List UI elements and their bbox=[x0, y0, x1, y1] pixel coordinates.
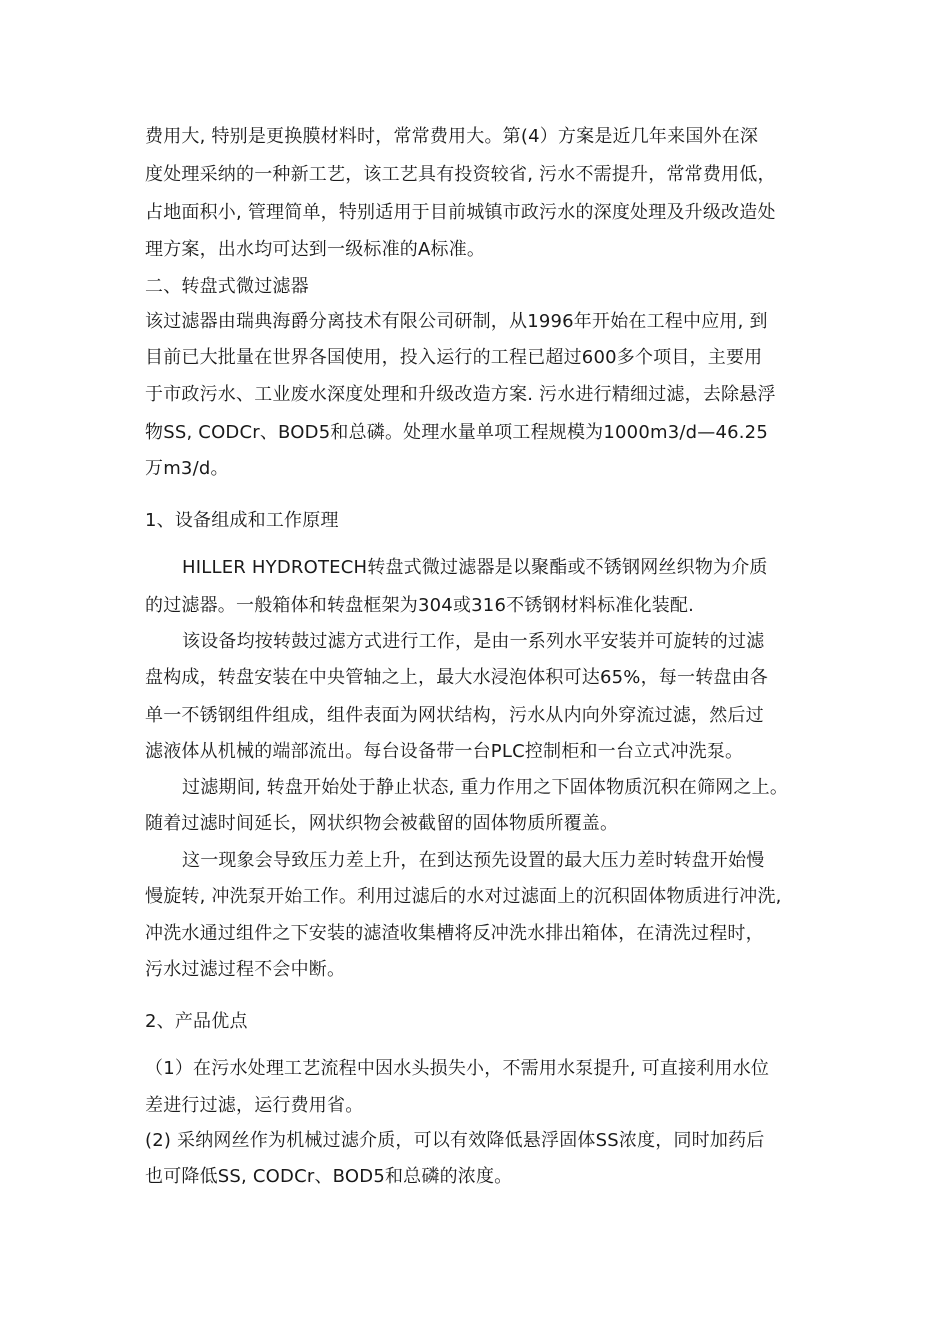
section2-line: 该过滤器由瑞典海爵分离技术有限公司研制，从1996年开始在工程中应用, 到 bbox=[145, 311, 768, 332]
paragraph-line: 该设备均按转鼓过滤方式进行工作，是由一系列水平安装并可旋转的过滤 bbox=[182, 631, 765, 652]
paragraph-line: 冲洗水通过组件之下安装的滤渣收集槽将反冲洗水排出箱体，在清洗过程时， bbox=[145, 923, 764, 944]
paragraph-line: HILLER HYDROTECH转盘式微过滤器是以聚酯或不锈钢网丝织物为介质 bbox=[182, 557, 768, 578]
intro-line: 占地面积小, 管理简单，特别适用于目前城镇市政污水的深度处理及升级改造处 bbox=[145, 202, 776, 223]
paragraph-line: 单一不锈钢组件组成，组件表面为网状结构，污水从内向外穿流过滤，然后过 bbox=[145, 705, 764, 726]
advantage-line: 差进行过滤，运行费用省。 bbox=[145, 1095, 364, 1116]
intro-line: 理方案，出水均可达到一级标准的A标准。 bbox=[145, 239, 486, 260]
section2-line: 目前已大批量在世界各国使用，投入运行的工程已超过600多个项目，主要用 bbox=[145, 347, 763, 368]
advantage-line: 也可降低SS, CODCr、BOD5和总磷的浓度。 bbox=[145, 1166, 513, 1187]
section2-line: 物SS, CODCr、BOD5和总磷。处理水量单项工程规模为1000m3/d—46.25 bbox=[145, 422, 768, 443]
intro-line: 费用大, 特别是更换膜材料时，常常费用大。第(4）方案是近几年来国外在深 bbox=[145, 126, 759, 147]
subsection-heading: 1、设备组成和工作原理 bbox=[145, 510, 339, 531]
intro-line: 度处理采纳的一种新工艺，该工艺具有投资较省, 污水不需提升，常常费用低， bbox=[145, 164, 776, 185]
advantage-line: (2) 采纳网丝作为机械过滤介质，可以有效降低悬浮固体SS浓度，同时加药后 bbox=[145, 1130, 765, 1151]
section2-line: 万m3/d。 bbox=[145, 458, 229, 479]
section-heading: 二、转盘式微过滤器 bbox=[145, 276, 309, 297]
paragraph-line: 慢旋转, 冲洗泵开始工作。利用过滤后的水对过滤面上的沉积固体物质进行冲洗, bbox=[145, 886, 782, 907]
section2-line: 于市政污水、工业废水深度处理和升级改造方案. 污水进行精细过滤，去除悬浮 bbox=[145, 384, 776, 405]
paragraph-line: 的过滤器。一般箱体和转盘框架为304或316不锈钢材料标准化装配. bbox=[145, 595, 695, 616]
paragraph-line: 滤液体从机械的端部流出。每台设备带一台PLC控制柜和一台立式冲洗泵。 bbox=[145, 741, 744, 762]
paragraph-line: 随着过滤时间延长，网状织物会被截留的固体物质所覆盖。 bbox=[145, 813, 619, 834]
paragraph-line: 过滤期间, 转盘开始处于静止状态, 重力作用之下固体物质沉积在筛网之上。 bbox=[182, 777, 789, 798]
advantage-line: （1）在污水处理工艺流程中因水头损失小，不需用水泵提升, 可直接利用水位 bbox=[145, 1058, 770, 1079]
paragraph-line: 污水过滤过程不会中断。 bbox=[145, 959, 346, 980]
paragraph-line: 盘构成，转盘安装在中央管轴之上，最大水浸泡体积可达65%，每一转盘由各 bbox=[145, 667, 769, 688]
subsection-heading: 2、产品优点 bbox=[145, 1011, 248, 1032]
paragraph-line: 这一现象会导致压力差上升，在到达预先设置的最大压力差时转盘开始慢 bbox=[182, 850, 765, 871]
